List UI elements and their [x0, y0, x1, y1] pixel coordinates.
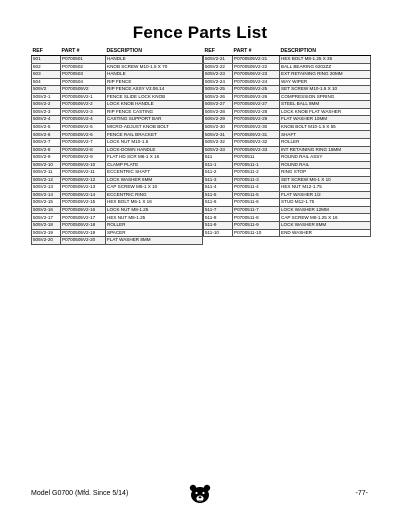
description-cell: KNOB SCREW M10-1.5 X 70	[106, 63, 203, 71]
part-number-cell: P0700511-5	[233, 191, 280, 199]
ref-cell: 505V2-25	[204, 86, 233, 94]
description-cell: FLAT WASHER 8MM	[106, 237, 203, 245]
page-number: -77-	[355, 490, 368, 497]
table-row	[32, 108, 203, 116]
part-number-cell: P0700505V2-15	[61, 199, 106, 207]
table-row	[204, 199, 371, 207]
grizzly-bear-logo-icon	[188, 484, 212, 504]
part-number-cell: P0700505V2-30	[233, 123, 280, 131]
part-number-cell: P0700505V2-31	[233, 131, 280, 139]
table-row	[204, 146, 371, 154]
table-header-row	[204, 47, 371, 56]
table-row	[32, 139, 203, 147]
table-row	[32, 229, 203, 237]
parts-table-right	[203, 47, 371, 237]
ref-cell: 505V2-16	[32, 206, 61, 214]
ref-cell: 505V2-27	[204, 101, 233, 109]
part-number-cell: P0700505V2-18	[61, 222, 106, 230]
table-row	[32, 146, 203, 154]
part-number-cell: P0700505V2	[61, 86, 106, 94]
description-cell: LOCK KNOB FLAT WASHER	[280, 108, 371, 116]
description-cell: ROLLER	[106, 222, 203, 230]
part-number-cell: P0700505V2-21	[233, 56, 280, 64]
table-row	[32, 116, 203, 124]
ref-cell: 505V2-5	[32, 123, 61, 131]
ref-cell: 505V2-29	[204, 116, 233, 124]
table-row	[32, 56, 203, 64]
description-cell: WAY WIPER	[280, 78, 371, 86]
part-number-cell: P0700505V2-17	[61, 214, 106, 222]
description-cell: STEEL BALL 8MM	[280, 101, 371, 109]
part-number-cell: P0700505V2-4	[61, 116, 106, 124]
table-row	[32, 176, 203, 184]
description-cell: LOCK WASHER 12MM	[280, 206, 371, 214]
description-cell: STUD M12-1.75	[280, 199, 371, 207]
description-cell: COMPRESSION SPRING	[280, 93, 371, 101]
ref-cell: 511-3	[204, 176, 233, 184]
description-cell: HEX NUT M12-1.75	[280, 184, 371, 192]
table-row	[204, 71, 371, 79]
ref-cell: 511-1	[204, 161, 233, 169]
description-cell: LOCK KNOB HANDLE	[106, 101, 203, 109]
part-number-cell: P0700511	[233, 154, 280, 162]
ref-cell: 511-9	[204, 222, 233, 230]
part-number-cell: P0700505V2-10	[61, 161, 106, 169]
table-row	[204, 214, 371, 222]
table-row	[32, 199, 203, 207]
ref-cell: 505V2-18	[32, 222, 61, 230]
description-cell: ECCENTRIC SHAFT	[106, 169, 203, 177]
ref-cell: 505V2-21	[204, 56, 233, 64]
part-number-cell: P0700505V2-32	[233, 139, 280, 147]
ref-cell: 505V2-11	[32, 169, 61, 177]
table-row	[204, 222, 371, 230]
part-number-cell: P0700505V2-24	[233, 78, 280, 86]
footer-model: Model G0700 (Mfd. Since 5/14)	[31, 490, 129, 497]
table-row	[204, 78, 371, 86]
column-header-description: DESCRIPTION	[106, 47, 203, 56]
description-cell: CAP SCREW M8-1.25 X 16	[280, 214, 371, 222]
ref-cell: 503	[32, 71, 61, 79]
part-number-cell: P0700511-7	[233, 206, 280, 214]
part-number-cell: P0700505V2-3	[61, 108, 106, 116]
column-header-part: PART #	[233, 47, 280, 56]
table-row	[32, 78, 203, 86]
part-number-cell: P0700501	[61, 56, 106, 64]
ref-cell: 505V2-24	[204, 78, 233, 86]
ref-cell: 511-5	[204, 191, 233, 199]
part-number-cell: P0700505V2-27	[233, 101, 280, 109]
description-cell: END WASHER	[280, 229, 371, 237]
column-header-ref: REF	[32, 47, 61, 56]
description-cell: EXT RETAINING RING 20MM	[280, 71, 371, 79]
table-row	[32, 214, 203, 222]
part-number-cell: P0700505V2-33	[233, 146, 280, 154]
part-number-cell: P0700511-3	[233, 176, 280, 184]
ref-cell: 505V2-7	[32, 139, 61, 147]
description-cell: HEX NUT M8-1.25	[106, 214, 203, 222]
table-row	[204, 123, 371, 131]
description-cell: FENCE RAIL BRACKET	[106, 131, 203, 139]
description-cell: ECCENTRIC RING	[106, 191, 203, 199]
part-number-cell: P0700505V2-16	[61, 206, 106, 214]
table-row	[204, 116, 371, 124]
table-row	[32, 86, 203, 94]
description-cell: ROLLER	[280, 139, 371, 147]
description-cell: MICRO-ADJUST KNOB BOLT	[106, 123, 203, 131]
table-row	[204, 184, 371, 192]
description-cell: CLAMP PLATE	[106, 161, 203, 169]
part-number-cell: P0700505V2-25	[233, 86, 280, 94]
part-number-cell: P0700505V2-14	[61, 191, 106, 199]
description-cell: RIP FENCE ASSY V2.06.14	[106, 86, 203, 94]
ref-cell: 511-8	[204, 214, 233, 222]
description-cell: SHAFT	[280, 131, 371, 139]
ref-cell: 511	[204, 154, 233, 162]
ref-cell: 505V2-23	[204, 71, 233, 79]
part-number-cell: P0700505V2-22	[233, 63, 280, 71]
table-row	[32, 131, 203, 139]
description-cell: HEX BOLT M8-1.25 X 35	[280, 56, 371, 64]
ref-cell: 505V2-31	[204, 131, 233, 139]
description-cell: RING STOP	[280, 169, 371, 177]
ref-cell: 505V2-9	[32, 154, 61, 162]
part-number-cell: P0700505V2-26	[233, 93, 280, 101]
table-row	[32, 93, 203, 101]
ref-cell: 504	[32, 78, 61, 86]
ref-cell: 505V2-17	[32, 214, 61, 222]
table-row	[204, 139, 371, 147]
part-number-cell: P0700505V2-2	[61, 101, 106, 109]
ref-cell: 511-10	[204, 229, 233, 237]
part-number-cell: P0700505V2-7	[61, 139, 106, 147]
page-title: Fence Parts List	[132, 23, 268, 42]
description-cell: SET SCREW M10-1.5 X 10	[280, 86, 371, 94]
table-row	[204, 86, 371, 94]
ref-cell: 502	[32, 63, 61, 71]
table-row	[204, 206, 371, 214]
part-number-cell: P0700505V2-6	[61, 131, 106, 139]
table-row	[32, 184, 203, 192]
table-row	[204, 56, 371, 64]
table-row	[32, 169, 203, 177]
description-cell: SET SCREW M6-1 X 10	[280, 176, 371, 184]
ref-cell: 505V2-10	[32, 161, 61, 169]
table-row	[32, 101, 203, 109]
table-row	[32, 161, 203, 169]
table-row	[32, 63, 203, 71]
part-number-cell: P0700505V2-12	[61, 176, 106, 184]
part-number-cell: P0700504	[61, 78, 106, 86]
part-number-cell: P0700505V2-28	[233, 108, 280, 116]
description-cell: LOCK WASHER 6MM	[106, 176, 203, 184]
table-row	[32, 191, 203, 199]
description-cell: ROUND RAIL	[280, 161, 371, 169]
description-cell: INT RETAINING RING 15MM	[280, 146, 371, 154]
table-row	[32, 222, 203, 230]
table-header-row	[32, 47, 203, 56]
table-row	[32, 154, 203, 162]
ref-cell: 511-4	[204, 184, 233, 192]
description-cell: SPACER	[106, 229, 203, 237]
description-cell: FLAT HD SCR M6-1 X 16	[106, 154, 203, 162]
description-cell: FLAT WASHER 1/2	[280, 191, 371, 199]
column-header-description: DESCRIPTION	[280, 47, 371, 56]
part-number-cell: P0700503	[61, 71, 106, 79]
part-number-cell: P0700511-4	[233, 184, 280, 192]
part-number-cell: P0700505V2-8	[61, 146, 106, 154]
ref-cell: 505V2-12	[32, 176, 61, 184]
description-cell: HANDLE	[106, 71, 203, 79]
part-number-cell: P0700511-2	[233, 169, 280, 177]
ref-cell: 505V2-30	[204, 123, 233, 131]
description-cell: HANDLE	[106, 56, 203, 64]
part-number-cell: P0700505V2-13	[61, 184, 106, 192]
part-number-cell: P0700511-1	[233, 161, 280, 169]
ref-cell: 505V2-3	[32, 108, 61, 116]
ref-cell: 505V2-6	[32, 131, 61, 139]
ref-cell: 505V2-26	[204, 93, 233, 101]
table-row	[204, 63, 371, 71]
ref-cell: 505V2-4	[32, 116, 61, 124]
part-number-cell: P0700505V2-1	[61, 93, 106, 101]
part-number-cell: P0700511-8	[233, 214, 280, 222]
ref-cell: 505V2-22	[204, 63, 233, 71]
part-number-cell: P0700505V2-9	[61, 154, 106, 162]
ref-cell: 511-6	[204, 199, 233, 207]
description-cell: LOCK NUT M10-1.5	[106, 139, 203, 147]
table-row	[204, 93, 371, 101]
description-cell: LOCK NUT M8-1.25	[106, 206, 203, 214]
ref-cell: 505V2-19	[32, 229, 61, 237]
ref-cell: 511-2	[204, 169, 233, 177]
table-row	[204, 108, 371, 116]
ref-cell: 505V2-28	[204, 108, 233, 116]
table-row	[204, 176, 371, 184]
table-row	[204, 101, 371, 109]
table-row	[204, 191, 371, 199]
part-number-cell: P0700511-6	[233, 199, 280, 207]
table-row	[32, 206, 203, 214]
description-cell: HEX BOLT M6-1 X 16	[106, 199, 203, 207]
table-row	[204, 229, 371, 237]
part-number-cell: P0700505V2-23	[233, 71, 280, 79]
part-number-cell: P0700502	[61, 63, 106, 71]
ref-cell: 505V2-15	[32, 199, 61, 207]
part-number-cell: P0700511-9	[233, 222, 280, 230]
table-row	[32, 123, 203, 131]
ref-cell: 505V2-8	[32, 146, 61, 154]
table-row	[32, 71, 203, 79]
part-number-cell: P0700505V2-20	[61, 237, 106, 245]
table-row	[204, 161, 371, 169]
description-cell: FLAT WASHER 10MM	[280, 116, 371, 124]
description-cell: CASTING SUPPORT BAR	[106, 116, 203, 124]
description-cell: LOCK WASHER 8MM	[280, 222, 371, 230]
part-number-cell: P0700511-10	[233, 229, 280, 237]
description-cell: FENCE SLIDE LOCK KNOB	[106, 93, 203, 101]
column-header-ref: REF	[204, 47, 233, 56]
part-number-cell: P0700505V2-29	[233, 116, 280, 124]
description-cell: LOCK-DOWN HANDLE	[106, 146, 203, 154]
column-header-part: PART #	[61, 47, 106, 56]
ref-cell: 501	[32, 56, 61, 64]
description-cell: ROUND RAIL ASSY	[280, 154, 371, 162]
part-number-cell: P0700505V2-19	[61, 229, 106, 237]
parts-table-left	[31, 47, 203, 245]
description-cell: RIP FENCE CASTING	[106, 108, 203, 116]
ref-cell: 505V2-2	[32, 101, 61, 109]
description-cell: BALL BEARING 6202ZZ	[280, 63, 371, 71]
ref-cell: 505V2-32	[204, 139, 233, 147]
ref-cell: 505V2-1	[32, 93, 61, 101]
ref-cell: 505V2-33	[204, 146, 233, 154]
ref-cell: 511-7	[204, 206, 233, 214]
description-cell: KNOB BOLT M10-1.5 X 55	[280, 123, 371, 131]
table-row	[204, 169, 371, 177]
description-cell: RIP FENCE	[106, 78, 203, 86]
ref-cell: 505V2-14	[32, 191, 61, 199]
ref-cell: 505V2-13	[32, 184, 61, 192]
ref-cell: 505V2	[32, 86, 61, 94]
table-row	[204, 131, 371, 139]
ref-cell: 505V2-20	[32, 237, 61, 245]
part-number-cell: P0700505V2-11	[61, 169, 106, 177]
table-row	[32, 237, 203, 245]
part-number-cell: P0700505V2-5	[61, 123, 106, 131]
table-row	[204, 154, 371, 162]
description-cell: CAP SCREW M6-1 X 10	[106, 184, 203, 192]
